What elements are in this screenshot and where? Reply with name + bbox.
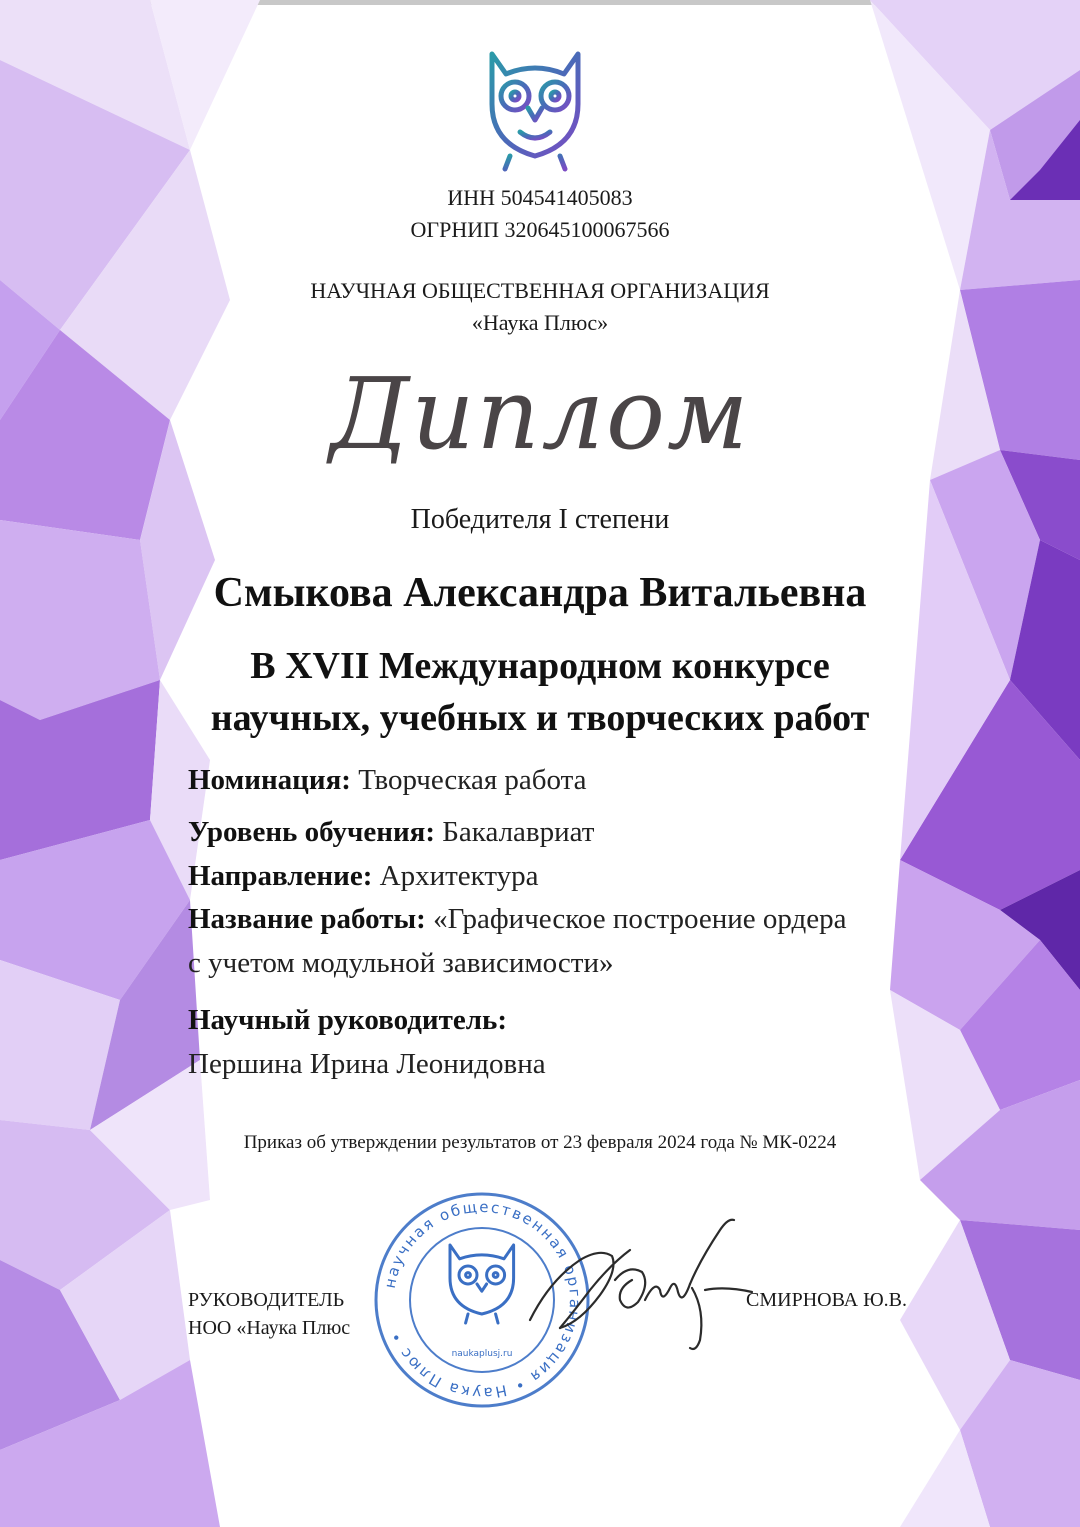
signatory-org: НОО «Наука Плюс — [188, 1317, 351, 1339]
signatory-name: СМИРНОВА Ю.В. — [746, 1289, 907, 1311]
level-value: Бакалавриат — [442, 816, 595, 848]
direction-row — [188, 854, 948, 898]
supervisor-row — [188, 998, 948, 1086]
owl-logo-icon — [470, 44, 600, 179]
contest-line-2: научных, учебных и творческих работ — [210, 697, 870, 739]
direction-value: Архитектура — [379, 860, 539, 892]
nomination-label: Номинация: — [188, 764, 351, 796]
supervisor-label: Научный руководитель: — [188, 1004, 507, 1036]
organization-name: НАУЧНАЯ ОБЩЕСТВЕННАЯ ОРГАНИЗАЦИЯ — [310, 278, 770, 303]
level-row — [188, 810, 948, 854]
owl-stamp-icon — [450, 1245, 514, 1323]
contest-title — [100, 640, 980, 744]
work-value-line-1: «Графическое построение ордера — [433, 903, 847, 935]
registration-block — [340, 182, 740, 246]
inn-text: ИНН 504541405083 — [447, 185, 633, 210]
level-label: Уровень обучения: — [188, 816, 436, 848]
organization-block — [190, 275, 890, 339]
recipient-name: Смыкова Александра Витальевна — [213, 570, 867, 616]
supervisor-value: Першина Ирина Леонидовна — [188, 1048, 546, 1080]
degree-text: Победителя I степени — [410, 504, 670, 535]
ogrnip-text: ОГРНИП 320645100067566 — [410, 217, 670, 242]
work-title-row — [188, 897, 948, 985]
order-text: Приказ об утверждении результатов от 23 февраля 2024 года № МК-0224 — [243, 1132, 837, 1153]
nomination-row — [188, 758, 948, 802]
work-label: Название работы: — [188, 903, 426, 935]
stamp-ring-text: научная общественная организация • Наука Плюс • — [380, 1197, 585, 1403]
nomination-value: Творческая работа — [358, 764, 587, 796]
organization-brand: «Наука Плюс» — [471, 310, 609, 335]
handwritten-signature — [520, 1210, 770, 1360]
direction-label: Направление: — [188, 860, 373, 892]
diploma-title: Диплом — [329, 358, 751, 472]
contest-line-1: В XVII Международном конкурсе — [250, 645, 830, 687]
work-value-line-2: с учетом модульной зависимости» — [188, 947, 614, 979]
stamp-site-text: naukaplusj.ru — [451, 1349, 513, 1359]
signatory-role: РУКОВОДИТЕЛЬ — [188, 1289, 345, 1311]
signatory-title — [188, 1286, 350, 1342]
